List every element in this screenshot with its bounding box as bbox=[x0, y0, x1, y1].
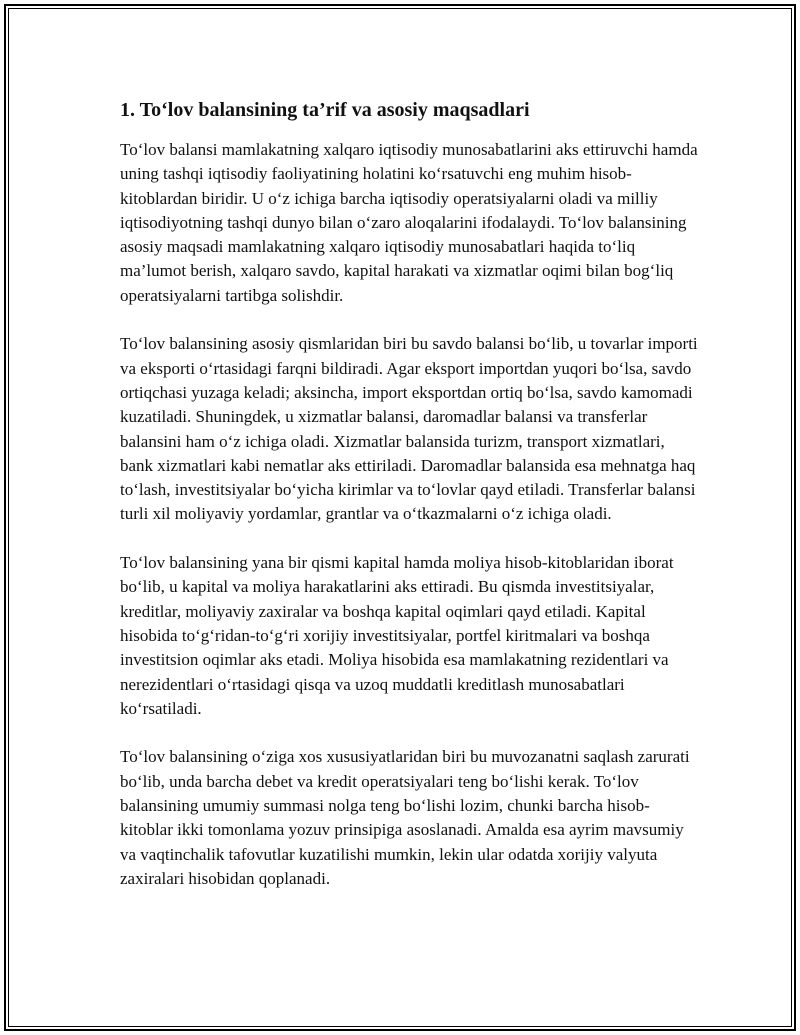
page-border-outer bbox=[4, 4, 796, 1031]
paragraph-4: To‘lov balansining o‘ziga xos xususiyatlaridan biri bu muvozanatni saqlash zarurati bo‘lib, unda barcha debet va kredit operatsiyalari teng bo‘lishi kerak. To‘lov balansining umumiy summasi nolga teng bo‘lishi lozim, chunki barcha hisob-kitoblar ikki tomonlama yozuv prinsipiga asoslanadi. Amalda esa ayrim mavsumiy va vaqtinchalik tafovutlar kuzatilishi mumkin, lekin ular odatda xorijiy valyuta zaxiralari hisobidan qoplanadi. bbox=[120, 747, 690, 888]
section-heading: 1. To‘lov balansining ta’rif va asosiy maqsadlari bbox=[120, 99, 530, 121]
paragraph-1: To‘lov balansi mamlakatning xalqaro iqtisodiy munosabatlarini aks ettiruvchi hamda uning tashqi iqtisodiy faoliyatining holatini ko‘rsatuvchi eng muhim hisob-kitoblardan biridir. U o‘z ichiga barcha iqtisodiy operatsiyalarni oladi va milliy iqtisodiyotning tashqi dunyo bilan o‘zaro aloqalarini ifodalaydi. To‘lov balansining asosiy maqsadi mamlakatning xalqaro iqtisodiy munosabatlari haqida to‘liq ma’lumot berish, xalqaro savdo, kapital harakati va xizmatlar oqimi bilan bog‘liq operatsiyalarni tartibga solishdir. bbox=[120, 140, 698, 305]
paragraph-2: To‘lov balansining asosiy qismlaridan biri bu savdo balansi bo‘lib, u tovarlar importi va eksporti o‘rtasidagi farqni bildiradi. Agar eksport importdan yuqori bo‘lsa, savdo ortiqchasi yuzaga keladi; aksincha, import eksportdan ortiq bo‘lsa, savdo kamomadi kuzatiladi. Shuningdek, u xizmatlar balansi, daromadlar balansi va transferlar balansini ham o‘z ichiga oladi. Xizmatlar balansida turizm, transport xizmatlari, bank xizmatlari kabi nematlar aks ettiriladi. Daromadlar balansida esa mehnatga haq to‘lash, investitsiyalar bo‘yicha kirimlar va to‘lovlar qayd etiladi. Transferlar balansi turli xil moliyaviy yordamlar, grantlar va o‘tkazmalarni o‘z ichiga oladi. bbox=[120, 334, 698, 524]
paragraph-3: To‘lov balansining yana bir qismi kapital hamda moliya hisob-kitoblaridan iborat bo‘lib, u kapital va moliya harakatlarini aks ettiradi. Bu qismda investitsiyalar, kreditlar, moliyaviy zaxiralar va boshqa kapital oqimlari qayd etiladi. Kapital hisobida to‘g‘ridan-to‘g‘ri xorijiy investitsiyalar, portfel kiritmalari va boshqa investitsion oqimlar aks etadi. Moliya hisobida esa mamlakatning rezidentlari va nerezidentlari o‘rtasidagi qisqa va uzoq muddatli kreditlash munosabatlari ko‘rsatiladi. bbox=[120, 553, 674, 718]
document-body bbox=[120, 94, 700, 916]
page-border-inner bbox=[8, 8, 792, 1027]
